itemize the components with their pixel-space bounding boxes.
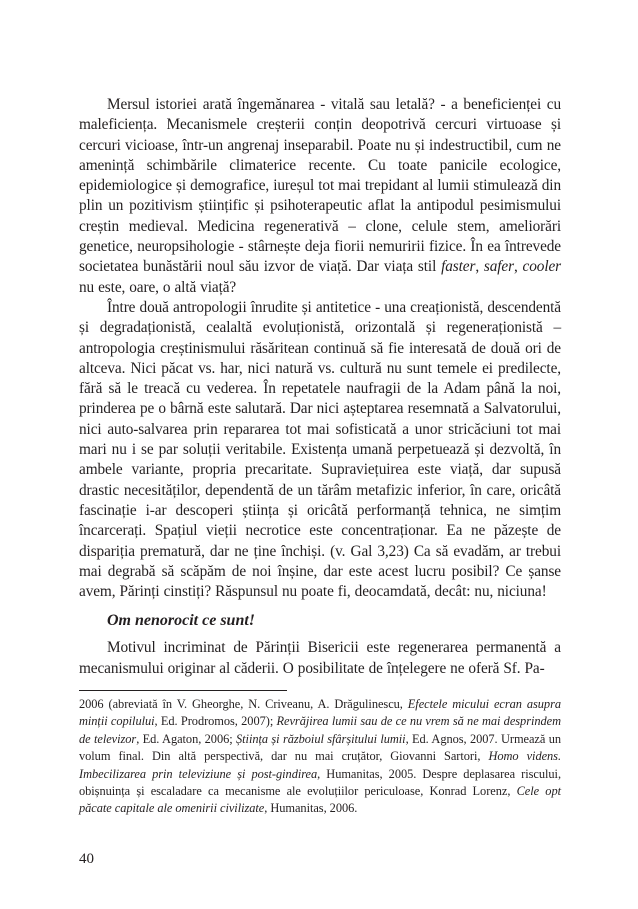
footnote-title: Revrăjirea lumii sau de ce nu vrem să ne mai desprindem de televizor	[79, 714, 561, 746]
paragraph-1	[79, 95, 561, 298]
paragraph-1-ending: nu este, oare, o altă viață?	[79, 278, 237, 296]
footnote-title: Știința și războiul sfârșitului lumii	[236, 731, 406, 746]
footnote-text: , Ed. Agaton, 2006;	[136, 731, 237, 746]
footnote-divider	[79, 690, 287, 691]
italic-safer: safer	[483, 258, 514, 276]
footnote-title: Efectele micului ecran asupra minții copilului	[79, 697, 561, 729]
comma-separator: ,	[513, 258, 523, 276]
footnote-text: 2006 (abreviată în V. Gheorghe, N. Criveanu, A. Drăgulinescu,	[79, 697, 408, 711]
paragraph-1-text: Mersul istoriei arată îngemănarea - vitală sau letală? - a beneficienței cu maleficiența. Mecanismele creșterii conțin deopotrivă cercuri virtuoase și cercuri vicioase, într-un angrenaj inseparabil. Poate nu și indestructibil, cum ne amenință schimbările climaterice recente. Cu toate panicile ecologice, epidemiologice și demografice, iureșul tot mai trepidant al lumii stimulează din plin un pozitivism științific și psihoterapeutic aflat la antipodul pesimismului creștin medieval. Medicina regenerativă – clone, celule stem, ameliorări genetice, neuropsihologie - stârnește deja fiorii nemuririi fizice. În ea întrevede societatea bunăstării noul său izvor de viață. Dar viața stil	[79, 96, 561, 276]
italic-cooler: cooler	[522, 258, 562, 276]
footnote	[79, 696, 561, 818]
comma-separator: ,	[475, 258, 484, 276]
italic-faster: faster	[441, 258, 476, 276]
paragraph-2: Între două antropologii înrudite și antitetice - una creaționistă, descendentă și degradaționistă, cealaltă evoluționistă, orizontală și regeneraționistă – antropologia creștinismului răsăritean continuă să fie interesată de două ori de altceva. Nici păcat vs. har, nici natură vs. cultură nu sunt temele ei predilecte, fără să le treacă cu vederea. În repetatele naufragii de la Adam până la noi, prinderea pe o bârnă este salutară. Dar nici așteptarea resemnată a Salvatorului, nici auto-salvarea prin repararea tot mai sofisticată a unor stricăciuni tot mai mari nu i se par soluții veritabile. Existența umană perpetuează și dezvoltă, în ambele variante, propria precaritate. Supraviețuirea este viață, dar supusă drastic necesităților, dependentă de un tărâm metafizic inferior, în care, oricâtă fascinație i-ar descoperi știința și oricâtă performanță tehnica, ne simțim încarcerați. Spațiul vieții necrotice este concentraționar. Ea ne păzește de dispariția prematură, dar ne ține închiși. (v. Gal 3,23) Ca să evadăm, ar trebui mai degrabă să scăpăm de noi înșine, dar este acest lucru posibil? Ce șanse avem, Părinți cinstiți? Răspunsul nu poate fi, deocamdată, decât: nu, niciuna!	[79, 298, 561, 601]
section-heading: Om nenorocit ce sunt!	[107, 612, 256, 630]
paragraph-3: Motivul incriminat de Părinții Bisericii este regenerarea permanentă a mecanismului originar al căderii. O posibilitate de înțelegere ne oferă Sf. Pa-	[79, 639, 561, 677]
footnote-text: , Ed. Prodromos, 2007);	[154, 714, 277, 729]
footnote-title: Homo videns. Imbecilizarea prin televiziune și post-gindirea	[79, 749, 562, 781]
footnote-title: Cele opt păcate capitale ale omenirii civilizate	[79, 784, 561, 816]
footnote-text: , Humanitas, 2005. Despre deplasarea riscului, obișnuința și escaladare ca mecanisme ale evoluțiilor periculoase, Konrad Lorenz,	[79, 766, 561, 799]
footnote-text: , Humanitas, 2006.	[264, 801, 358, 816]
footnote-text: , Ed. Agnos, 2007. Urmează un volum final. Din altă perspectivă, dar nu mai cruțător, Giovanni Sartori,	[79, 731, 562, 764]
main-text	[79, 95, 561, 679]
page-number: 40	[79, 851, 94, 867]
